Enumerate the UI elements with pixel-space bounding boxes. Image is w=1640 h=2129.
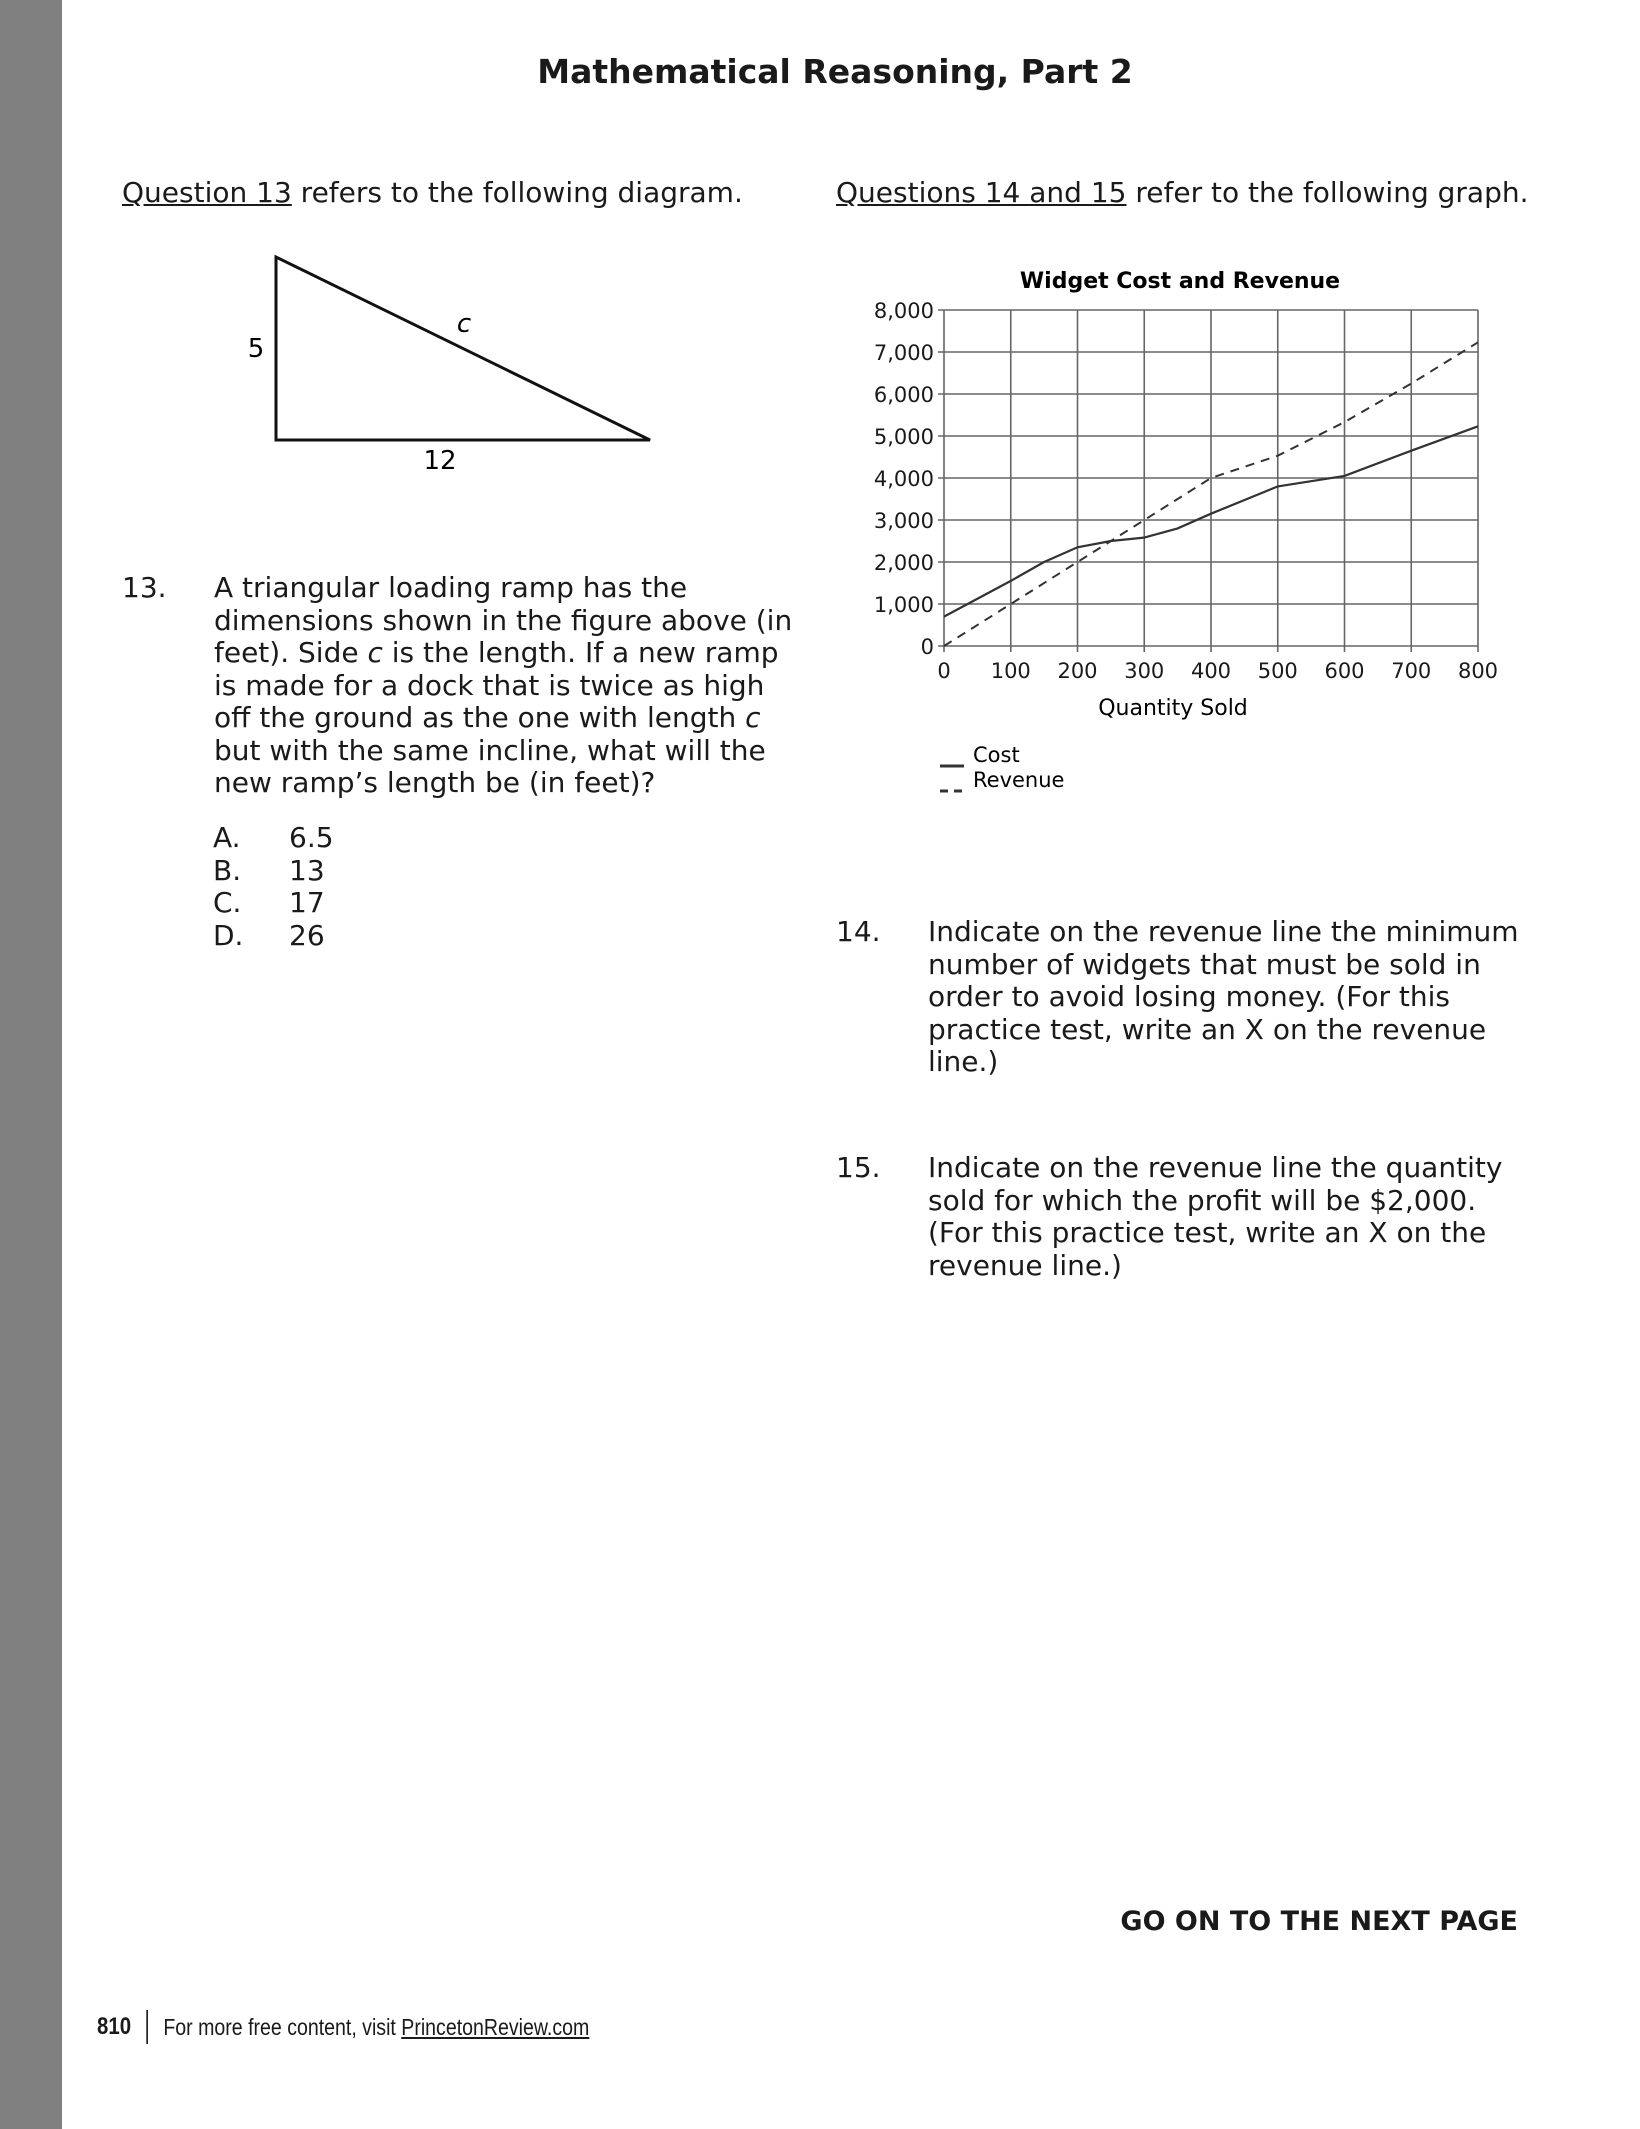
legend-revenue-label: Revenue: [973, 768, 1065, 792]
y-tick-label: 6,000: [873, 383, 934, 407]
choice-value: 13: [289, 853, 325, 887]
question-14: [836, 916, 1536, 1086]
questions-14-15-ref: Questions 14 and 15: [836, 176, 1127, 209]
questions-14-15-intro: [836, 176, 1529, 209]
text-line: practice test, write an X on the revenue: [928, 1012, 1487, 1046]
question-text: [928, 1152, 1502, 1282]
chart-title: Widget Cost and Revenue: [1019, 269, 1341, 294]
text-line: new ramp’s length be (in feet)?: [214, 766, 656, 799]
text-line: sold for which the profit will be $2,000.: [928, 1183, 1477, 1217]
triangle-diagram: [220, 240, 680, 480]
footer-text: For more free content, visit: [163, 2013, 402, 2040]
x-tick-label: 300: [1124, 659, 1165, 683]
text-line: feet). Side c is the length. If a new ramp: [214, 636, 779, 669]
question-15: [836, 1152, 1536, 1292]
choice-a[interactable]: [213, 822, 334, 855]
y-tick-label: 1,000: [873, 593, 934, 617]
choice-letter: B.: [213, 853, 242, 887]
text-line: line.): [928, 1045, 999, 1078]
x-tick-label: 800: [1457, 659, 1499, 683]
x-axis-ticks: [937, 659, 1498, 683]
text-line: Indicate on the revenue line the quantity: [928, 1151, 1503, 1184]
question-text: [928, 916, 1519, 1079]
question-number: 15.: [836, 1151, 881, 1184]
chart-legend: [940, 743, 1064, 792]
hypotenuse-label: c: [456, 309, 472, 339]
x-tick-label: 200: [1057, 659, 1098, 683]
question-13-intro: [122, 176, 743, 209]
text-line: number of widgets that must be sold in: [928, 947, 1481, 981]
choice-d[interactable]: [213, 920, 334, 953]
answer-choices: [213, 822, 334, 952]
text-line: A triangular loading ramp has the: [214, 571, 688, 604]
choice-letter: D.: [213, 918, 244, 952]
y-tick-label: 8,000: [873, 299, 934, 323]
widget-cost-revenue-chart: [800, 260, 1520, 800]
choice-b[interactable]: [213, 855, 334, 888]
x-tick-label: 100: [990, 659, 1031, 683]
text-line: off the ground as the one with length c: [214, 701, 761, 734]
page-title: Mathematical Reasoning, Part 2: [537, 52, 1133, 91]
choice-letter: A.: [213, 821, 241, 854]
question-number: 14.: [836, 915, 881, 948]
choice-value: 26: [289, 918, 325, 952]
x-axis-label: Quantity Sold: [1098, 696, 1248, 721]
page-margin-bar: [0, 0, 62, 2129]
text-line: dimensions shown in the figure above (in: [214, 603, 793, 637]
intro-text: refers to the following diagram.: [291, 176, 743, 209]
x-tick-label: 0: [937, 659, 951, 683]
page-number: 810: [97, 2013, 132, 2040]
intro-text: refer to the following graph.: [1126, 176, 1529, 209]
choice-value: 17: [289, 886, 325, 919]
y-axis-ticks: [874, 299, 934, 659]
text-line: is made for a dock that is twice as high: [214, 668, 765, 702]
text-line: order to avoid losing money. (For this: [928, 980, 1451, 1013]
princeton-review-link[interactable]: PrincetonReview.com: [401, 2013, 590, 2040]
choice-letter: C.: [213, 886, 242, 919]
footer-divider: [146, 2010, 148, 2044]
y-tick-label: 5,000: [873, 425, 934, 449]
height-label: 5: [247, 334, 265, 364]
text-line: Indicate on the revenue line the minimum: [928, 915, 1519, 948]
base-label: 12: [423, 446, 457, 476]
right-triangle: [276, 257, 650, 440]
x-tick-label: 400: [1190, 659, 1232, 683]
text-line: revenue line.): [928, 1248, 1122, 1282]
x-tick-label: 500: [1257, 659, 1298, 683]
x-tick-label: 700: [1391, 659, 1432, 683]
y-tick-label: 4,000: [873, 467, 934, 491]
question-text: [214, 572, 792, 800]
choice-value: 6.5: [289, 821, 334, 854]
page-footer: [97, 2010, 589, 2044]
y-tick-label: 3,000: [873, 509, 934, 533]
text-line: (For this practice test, write an X on the: [928, 1216, 1487, 1249]
x-tick-label: 600: [1324, 659, 1365, 683]
question-13: [122, 572, 802, 812]
choice-c[interactable]: [213, 887, 334, 920]
question-13-ref: Question 13: [122, 176, 292, 209]
text-line: but with the same incline, what will the: [214, 733, 766, 767]
question-number: 13.: [122, 571, 167, 604]
y-tick-label: 2,000: [873, 551, 934, 575]
y-tick-label: 7,000: [873, 341, 934, 365]
y-tick-label: 0: [920, 635, 934, 659]
go-on-next-page: GO ON TO THE NEXT PAGE: [1120, 1906, 1518, 1937]
legend-cost-label: Cost: [973, 743, 1020, 767]
